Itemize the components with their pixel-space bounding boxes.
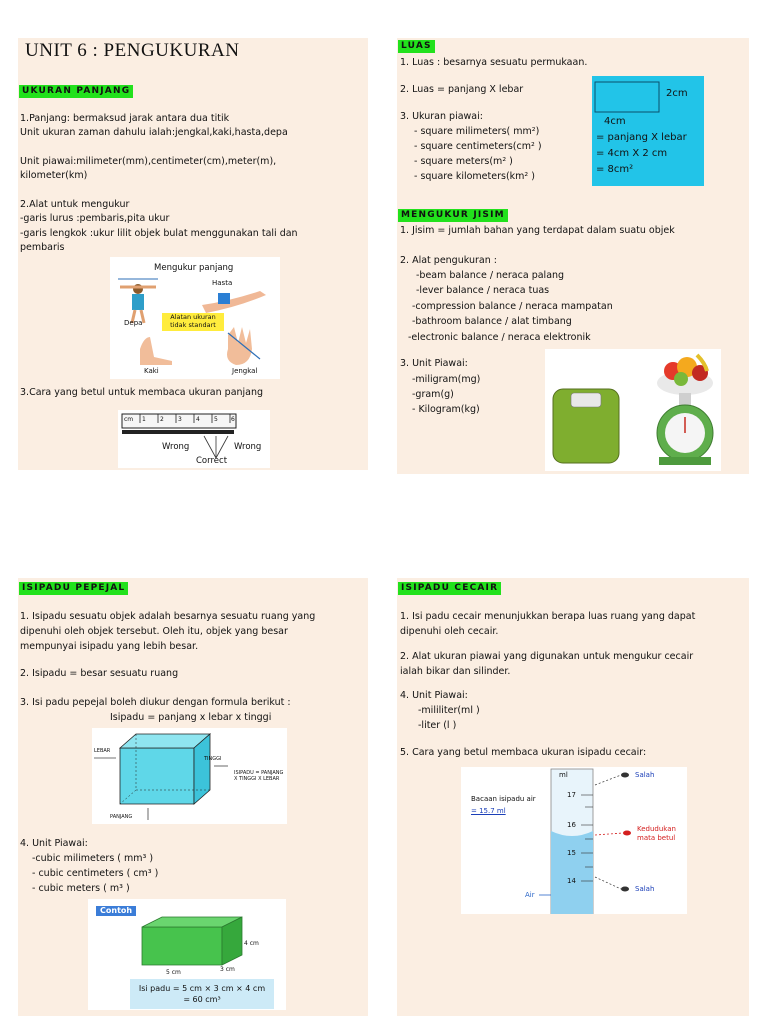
ruler-tick: 3: [178, 416, 182, 423]
label-depa: Depa: [124, 319, 143, 327]
text-line: -liter (l ): [418, 720, 457, 731]
text-line: dipenuhi oleh cecair.: [400, 626, 499, 637]
cylinder-tick: 17: [567, 791, 576, 799]
text-line: kilometer(km): [20, 170, 88, 181]
text-line: -bathroom balance / alat timbang: [412, 316, 572, 327]
cylinder-salah-top: Salah: [635, 771, 655, 779]
text-line: Unit ukuran zaman dahulu ialah:jengkal,kaki,hasta,depa: [20, 127, 288, 138]
cylinder-bacaan: Bacaan isipadu air: [471, 795, 536, 803]
text-line: -compression balance / neraca mampatan: [412, 301, 613, 312]
text-line: 1.Panjang: bermaksud jarak antara dua titik: [20, 113, 230, 124]
text-line: - square meters(m² ): [414, 156, 513, 167]
contoh-calc2: = 60 cm³: [183, 995, 221, 1004]
label-note: Alatan ukuran tidak standart: [170, 313, 216, 329]
label-hasta: Hasta: [212, 279, 233, 287]
text-line: - square kilometers(km² ): [414, 171, 535, 182]
text-line: ialah bikar dan silinder.: [400, 666, 511, 677]
page-title: UNIT 6 : PENGUKURAN: [25, 40, 240, 61]
figure-cuboid: [92, 728, 287, 824]
figure-cylinder: [461, 767, 687, 914]
luas-formula2: = 4cm X 2 cm: [596, 148, 668, 159]
cuboid-label-panjang: PANJANG: [110, 814, 133, 820]
text-line: -electronic balance / neraca elektronik: [408, 332, 591, 343]
text-line: -garis lurus :pembaris,pita ukur: [20, 213, 170, 224]
luas-dim-l: 4cm: [604, 116, 626, 127]
label-wrong-left: Wrong: [162, 442, 190, 452]
text-line: 5. Cara yang betul membaca ukuran isipadu cecair:: [400, 747, 647, 758]
text-line: -beam balance / neraca palang: [416, 270, 565, 281]
label-wrong-right: Wrong: [234, 442, 262, 452]
cylinder-unit: ml: [559, 771, 568, 779]
text-line: 1. Isipadu sesuatu objek adalah besarnya sesuatu ruang yang: [20, 611, 316, 622]
text-line: - square centimeters(cm² ): [414, 141, 542, 152]
text-line: -miligram(mg): [412, 374, 481, 385]
contoh-l: 5 cm: [166, 969, 181, 976]
heading-isipadu-cecair: ISIPADU CECAIR: [398, 582, 501, 595]
text-line: - cubic meters ( m³ ): [32, 883, 130, 894]
contoh-tag: Contoh: [96, 906, 136, 916]
text-line: - cubic centimeters ( cm³ ): [32, 868, 159, 879]
contoh-w: 3 cm: [220, 966, 235, 973]
luas-dim-w: 2cm: [666, 88, 688, 99]
text-line: Isipadu = panjang x lebar x tinggi: [110, 712, 272, 723]
text-line: - Kilogram(kg): [412, 404, 480, 415]
ruler-tick: 5: [214, 416, 218, 423]
figure-scales: [545, 349, 721, 471]
heading-luas: LUAS: [398, 40, 435, 53]
ruler-tick: 2: [160, 416, 164, 423]
figure-contoh: [88, 899, 286, 1010]
heading-mengukur-jisim: MENGUKUR JISIM: [398, 209, 508, 222]
label-kaki: Kaki: [144, 367, 159, 375]
text-line: 2. Luas = panjang X lebar: [400, 84, 524, 95]
figure-ruler: [118, 410, 270, 468]
ruler-tick: cm: [124, 416, 134, 423]
text-line: 1. Isi padu cecair menunjukkan berapa luas ruang yang dapat: [400, 611, 696, 622]
label-correct: Correct: [196, 456, 228, 466]
cuboid-label-lebar: LEBAR: [94, 748, 111, 754]
text-line: - square milimeters( mm²): [414, 126, 540, 137]
contoh-calc1: Isi padu = 5 cm × 3 cm × 4 cm: [138, 984, 266, 993]
ruler-illustration: [118, 410, 270, 468]
text-line: 2.Alat untuk mengukur: [20, 199, 130, 210]
figure-mengukur-panjang: [110, 257, 280, 379]
text-line: -mililiter(ml ): [418, 705, 480, 716]
cylinder-kedudukan-1: Kedudukan: [637, 825, 676, 833]
text-line: -lever balance / neraca tuas: [416, 285, 550, 296]
heading-isipadu-pepejal: ISIPADU PEPEJAL: [19, 582, 128, 595]
text-line: 3. Ukuran piawai:: [400, 111, 483, 122]
cuboid-label-formula: ISIPADU = PANJANG X TINGGI X LEBAR: [234, 770, 284, 782]
panel-ukuran-panjang: [18, 38, 368, 470]
ruler-tick: 4: [196, 416, 200, 423]
text-line: pembaris: [20, 242, 65, 253]
text-line: Unit piawai:milimeter(mm),centimeter(cm),meter(m),: [20, 156, 277, 167]
cuboid-label-tinggi: TINGGI: [204, 756, 222, 762]
figure-title: Mengukur panjang: [154, 263, 234, 273]
text-line: dipenuhi oleh objek tersebut. Oleh itu, objek yang besar: [20, 626, 288, 637]
text-line: 1. Luas : besarnya sesuatu permukaan.: [400, 57, 588, 68]
luas-formula3: = 8cm²: [596, 164, 634, 175]
text-line: 3. Unit Piawai:: [400, 358, 468, 369]
text-line: 4. Unit Piawai:: [400, 690, 468, 701]
text-line: 2. Isipadu = besar sesuatu ruang: [20, 668, 179, 679]
text-line: 3. Isi padu pepejal boleh diukur dengan formula berikut :: [20, 697, 291, 708]
cylinder-tick: 16: [567, 821, 576, 829]
cylinder-air: Air: [525, 891, 535, 899]
text-line: -cubic milimeters ( mm³ ): [32, 853, 154, 864]
cylinder-kedudukan-2: mata betul: [637, 834, 676, 842]
heading-ukuran-panjang: UKURAN PANJANG: [19, 85, 133, 98]
text-line: mempunyai isipadu yang lebih besar.: [20, 641, 199, 652]
text-line: 2. Alat pengukuran :: [400, 255, 497, 266]
cylinder-salah-bottom: Salah: [635, 885, 655, 893]
text-line: 3.Cara yang betul untuk membaca ukuran panjang: [20, 387, 264, 398]
text-line: 1. Jisim = jumlah bahan yang terdapat dalam suatu objek: [400, 225, 675, 236]
luas-box: [592, 76, 704, 186]
cylinder-value: = 15.7 ml: [471, 807, 506, 815]
text-line: -gram(g): [412, 389, 454, 400]
text-line: 2. Alat ukuran piawai yang digunakan untuk mengukur cecair: [400, 651, 694, 662]
text-line: 4. Unit Piawai:: [20, 838, 88, 849]
ruler-tick: 6: [231, 416, 235, 423]
cylinder-tick: 15: [567, 849, 576, 857]
cylinder-tick: 14: [567, 877, 576, 885]
luas-formula1: = panjang X lebar: [596, 132, 687, 143]
label-jengkal: Jengkal: [232, 367, 258, 375]
contoh-h: 4 cm: [244, 940, 259, 947]
scales-illustration: [545, 349, 721, 471]
ruler-tick: 1: [142, 416, 146, 423]
text-line: -garis lengkok :ukur lilit objek bulat menggunakan tali dan: [20, 228, 298, 239]
